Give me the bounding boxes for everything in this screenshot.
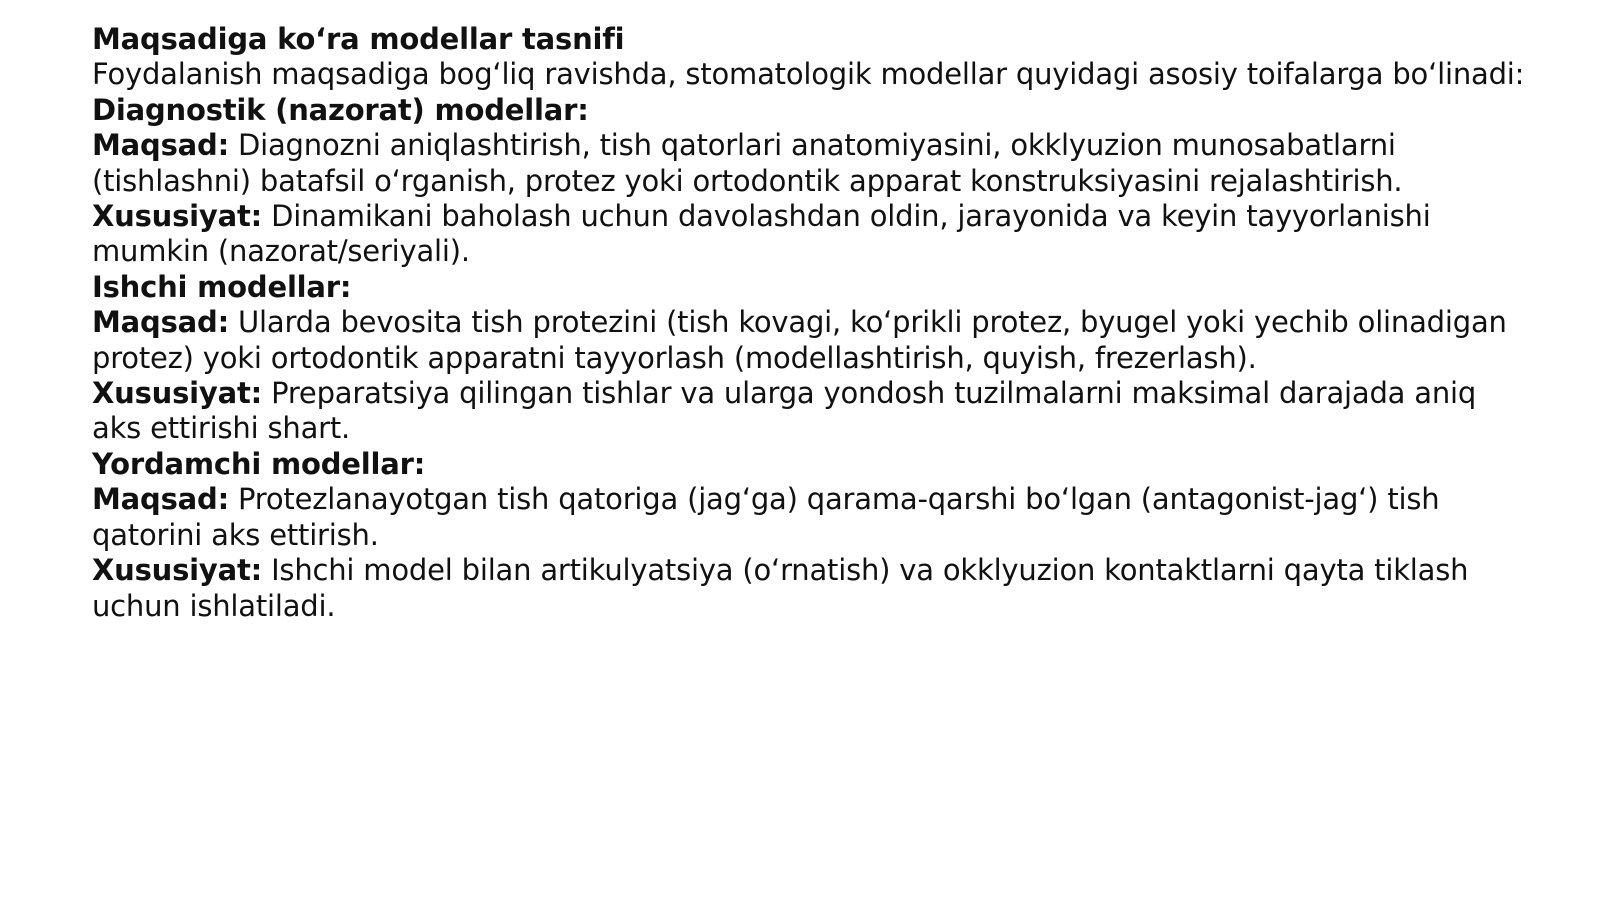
goal-label: Maqsad: (92, 482, 229, 517)
feature-text: Ishchi model bilan artikulyatsiya (o‘rnatish) va okklyuzion kontaktlarni qayta tiklash uchun ishlatiladi. (92, 553, 1469, 623)
section-heading-working: Ishchi modellar: (92, 269, 352, 304)
diagnostic-goal-paragraph (92, 128, 1532, 199)
working-feature-paragraph (92, 376, 1532, 447)
slide-content (92, 22, 1532, 624)
auxiliary-goal-paragraph (92, 482, 1532, 553)
page-title: Maqsadiga ko‘ra modellar tasnifi (92, 22, 625, 56)
goal-text: Diagnozni aniqlashtirish, tish qatorlari anatomiyasini, okklyuzion munosabatlarni (tishlashni) batafsil o‘rganish, protez yoki ortodontik apparat konstruksiyasini rejalashtirish. (92, 128, 1403, 198)
feature-label: Xususiyat: (92, 199, 263, 234)
diagnostic-feature-paragraph (92, 199, 1532, 270)
feature-text: Preparatsiya qilingan tishlar va ularga yondosh tuzilmalarni maksimal darajada aniq aks ettirishi shart. (92, 376, 1477, 446)
auxiliary-feature-paragraph (92, 553, 1532, 624)
goal-label: Maqsad: (92, 305, 229, 340)
goal-label: Maqsad: (92, 128, 229, 163)
section-heading-auxiliary: Yordamchi modellar: (92, 446, 426, 481)
section-heading-diagnostic: Diagnostik (nazorat) modellar: (92, 92, 589, 127)
goal-text: Protezlanayotgan tish qatoriga (jag‘ga) qarama-qarshi bo‘lgan (antagonist-jag‘) tish qatorini aks ettirish. (92, 482, 1440, 552)
intro-paragraph: Foydalanish maqsadiga bog‘liq ravishda, stomatologik modellar quyidagi asosiy toifalarga bo‘linadi: (92, 57, 1525, 92)
feature-label: Xususiyat: (92, 376, 263, 411)
goal-text: Ularda bevosita tish protezini (tish kovagi, ko‘prikli protez, byugel yoki yechib olinadigan protez) yoki ortodontik apparatni tayyorlash (modellashtirish, quyish, frezerlash). (92, 305, 1507, 375)
working-goal-paragraph (92, 305, 1532, 376)
feature-text: Dinamikani baholash uchun davolashdan oldin, jarayonida va keyin tayyorlanishi mumkin (nazorat/seriyali). (92, 199, 1431, 269)
feature-label: Xususiyat: (92, 553, 263, 588)
